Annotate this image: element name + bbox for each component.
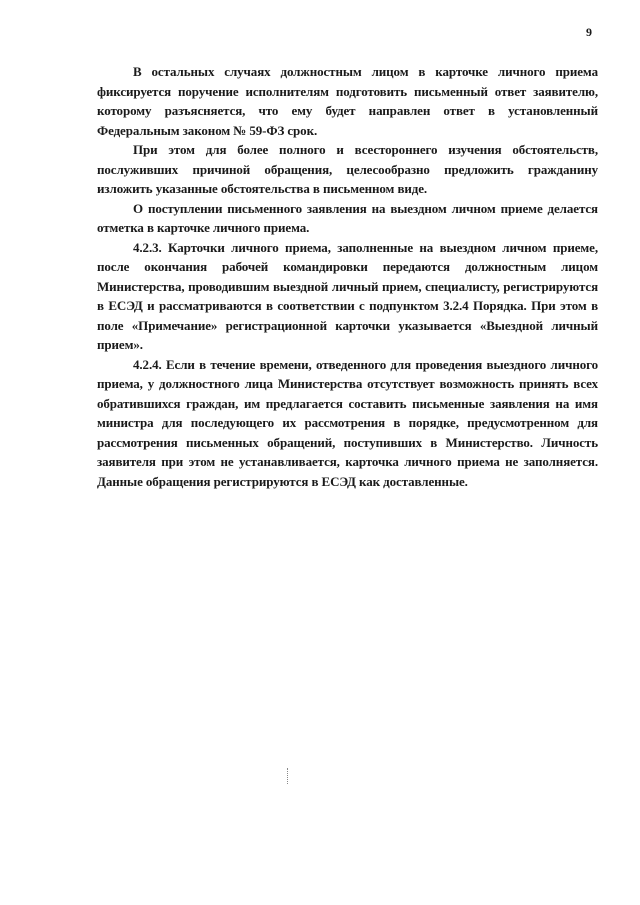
paragraph-4-2-3: 4.2.3. Карточки личного приема, заполненные на выездном личном приеме, после окончания рабочей командировки передаются должностным лицом Министерства, проводившим выездной личный прием, специалисту, регистрируются в ЕСЭД и рассматриваются в соответствии с подпунктом 3.2.4 Порядка. При этом в поле «Примечание» регистрационной карточки указывается «Выездной личный прием». — [97, 239, 598, 352]
paragraph-written-statement: При этом для более полного и всестороннего изучения обстоятельств, послуживших причиной обращения, целесообразно предложить гражданину изложить указанные обстоятельства в письменном виде. — [97, 142, 598, 196]
page-number: 9 — [586, 25, 592, 39]
paragraph-receipt-note: О поступлении письменного заявления на выездном личном приеме делается отметка в карточке личного приема. — [97, 200, 598, 235]
scan-artifact-mark — [287, 768, 289, 784]
document-body — [97, 62, 598, 491]
paragraph-4-2-4: 4.2.4. Если в течение времени, отведенного для проведения выездного личного приема, у должностного лица Министерства отсутствует возможность принять всех обратившихся граждан, им предлагается составить письменные заявления на имя министра для последующего их рассмотрения в порядке, предусмотренном для рассмотрения письменных обращений, поступивших в Министерство. Личность заявителя при этом не устанавливается, карточка личного приема не заполняется. Данные обращения регистрируются в ЕСЭД как доставленные. — [97, 356, 598, 489]
paragraph-written-reply: В остальных случаях должностным лицом в карточке личного приема фиксируется поручение исполнителям подготовить письменный ответ заявителю, которому разъясняется, что ему будет направлен ответ в установленный Федеральным законом № 59-ФЗ срок. — [97, 64, 598, 138]
